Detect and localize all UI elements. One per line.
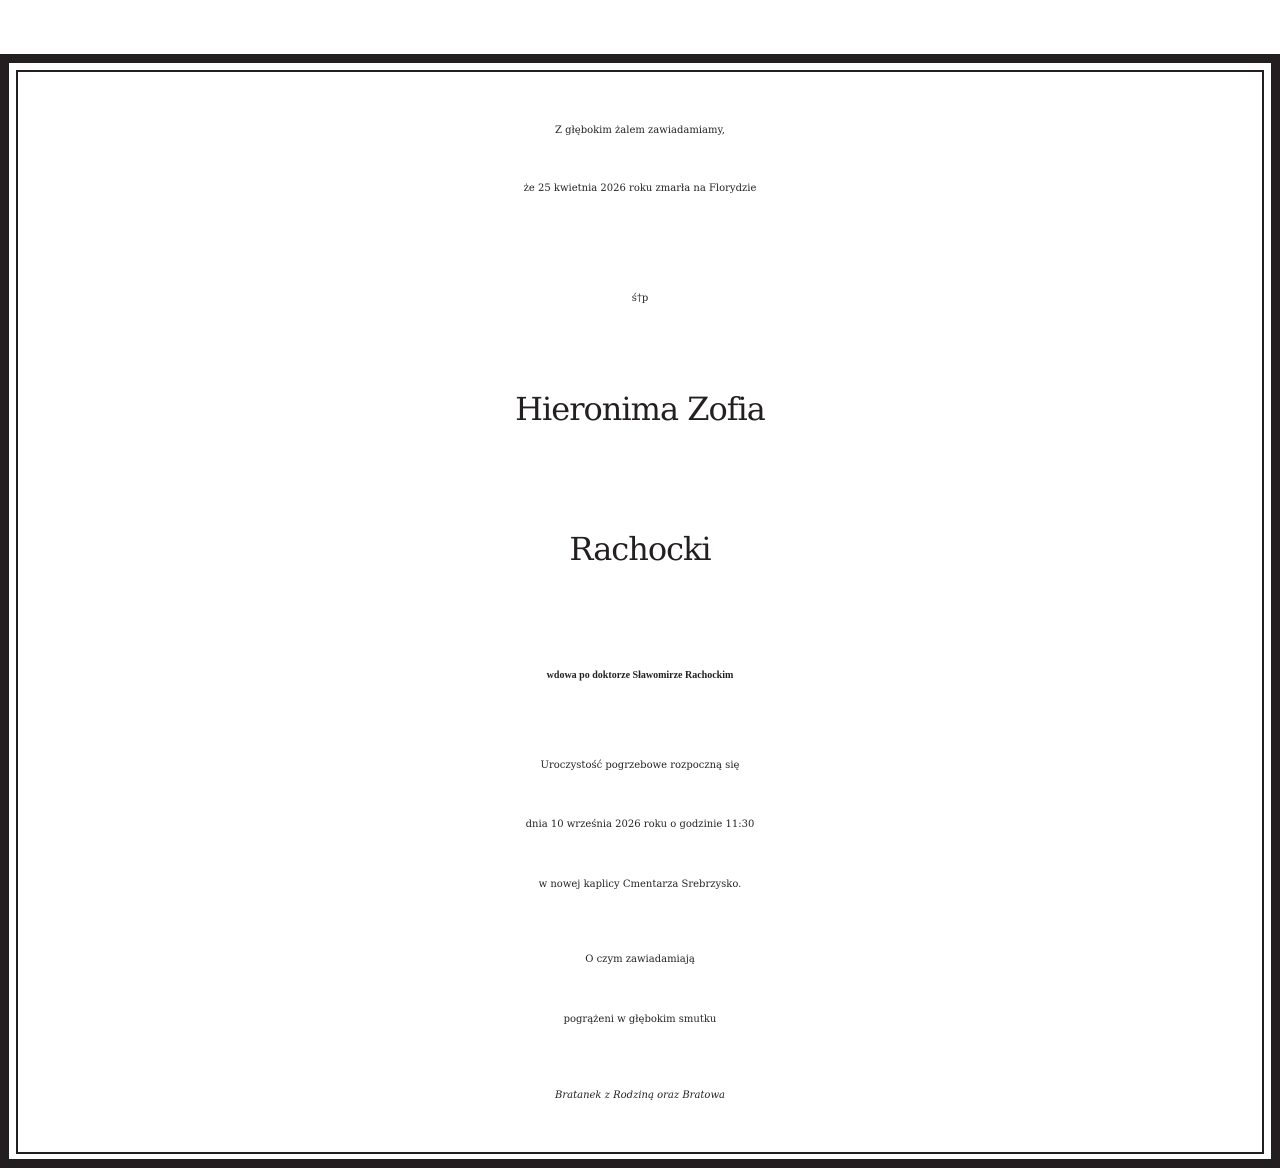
intro-line-2: że 25 kwietnia 2026 roku zmarła na Florydzie: [523, 183, 757, 194]
intro-line-1: Z głębokim żalem zawiadamiamy,: [555, 125, 725, 136]
signature-line: Bratanek z Rodziną oraz Bratowa: [555, 1090, 725, 1101]
ceremony-line-2: dnia 10 września 2026 roku o godzinie 11:30: [525, 819, 755, 830]
obituary-notice: [18, 72, 1262, 1152]
ceremony-line-3: w nowej kaplicy Cmentarza Srebrzysko.: [538, 879, 742, 890]
closing-line-2: pogrążeni w głębokim smutku: [563, 1014, 717, 1025]
closing-line-1: O czym zawiadamiają: [585, 954, 695, 965]
ceremony-line-1: Uroczystość pogrzebowe rozpoczną się: [540, 760, 740, 771]
deceased-name-line-2: Rachocki: [569, 530, 711, 568]
widow-of-line: wdowa po doktorze Sławomirze Rachockim: [546, 670, 734, 681]
deceased-name-line-1: Hieronima Zofia: [515, 390, 765, 428]
stp-cross-symbol: ś†p: [631, 293, 649, 304]
